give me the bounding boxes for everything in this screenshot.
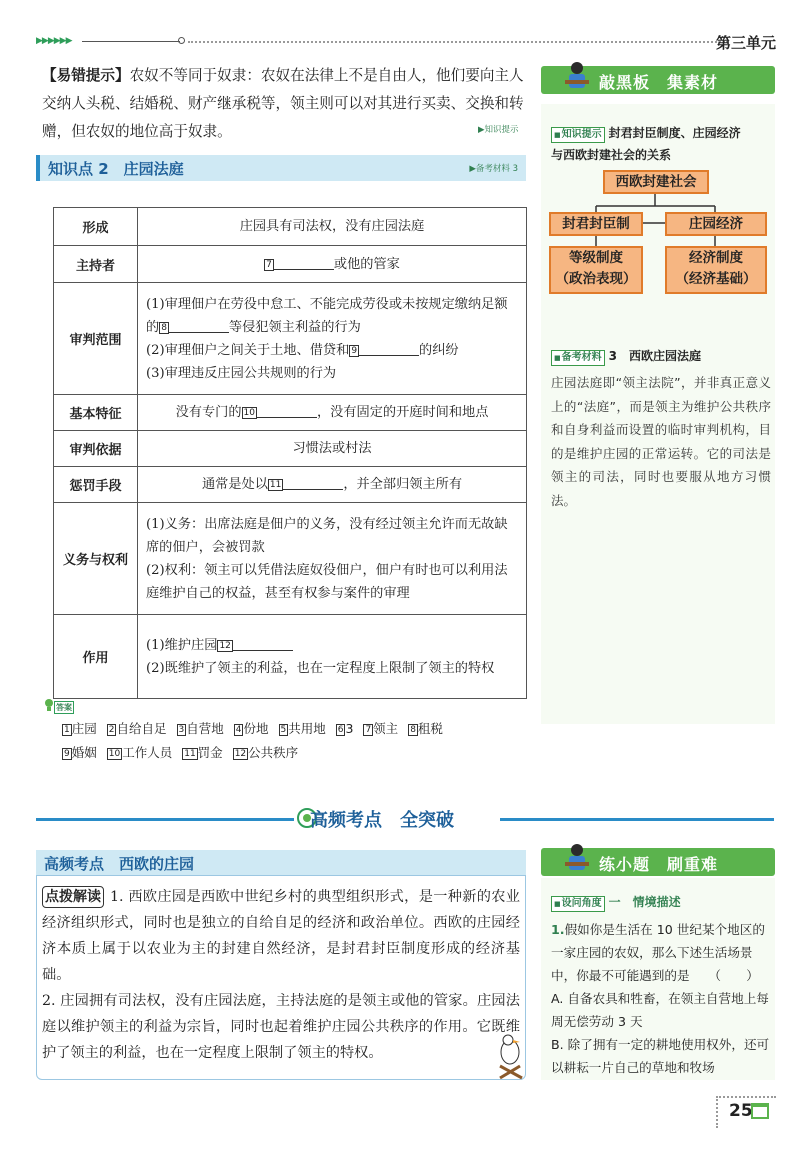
answer-number: 1 — [64, 725, 70, 735]
exam-material-link[interactable]: ▶备考材料 3 — [469, 164, 518, 174]
table-row — [54, 503, 527, 615]
header-dotted-line — [188, 41, 728, 43]
answer-number: 2 — [108, 725, 115, 735]
knowledge-point-title: 知识点 2 庄园法庭 — [48, 160, 184, 178]
interpretation-badge: 点拨解读 — [42, 886, 104, 908]
student-figure-icon — [563, 842, 591, 876]
answer-text: 工作人员 — [122, 745, 173, 760]
feudal-society-box: 西欧封建社会 — [603, 170, 709, 194]
banner-line-right — [500, 818, 774, 821]
answer-number: 10 — [108, 749, 121, 759]
answer-text: 罚金 — [197, 745, 223, 760]
row-head: 义务与权利 — [54, 503, 138, 615]
book-icon — [751, 1103, 769, 1119]
answer-item — [336, 721, 354, 736]
knowledge-tip: ■ 知识提示 封君封臣制度、庄园经济 与西欧封建社会的关系 — [551, 122, 773, 166]
answer-number: 8 — [410, 725, 416, 735]
row-content: (1)义务：出席法庭是佃户的义务，没有经过领主允许而无故缺席的佃户，会被罚款 (2)权利：领主可以凭借法庭奴役佃户，佃户有时也可以利用法庭维护自己的权益，甚至有权参与案件的审理 — [138, 503, 527, 615]
high-freq-bar — [36, 850, 526, 875]
answer-item — [62, 745, 97, 760]
answers-label: 答案 — [56, 703, 72, 712]
knowledge-tip-link[interactable]: ▶知识提示 — [478, 125, 519, 135]
material-heading: ■ 备考材料 3 西欧庄园法庭 — [551, 347, 701, 366]
row-content: 没有专门的 10 ，没有固定的开庭时间和地点 — [138, 395, 527, 431]
practice-bar — [541, 848, 775, 876]
row-content: 庄园具有司法权，没有庄园法庭 — [138, 208, 527, 246]
answer-text: 共用地 — [288, 721, 326, 736]
answer-text: 婚姻 — [71, 745, 97, 760]
answer-item — [279, 721, 326, 736]
error-tip-text: 农奴不等同于奴隶：农奴在法律上不是自由人，他们要向主人交纳人头税、结婚税、财产继承税等，领主则可以对其进行买卖、交换和转赠，但农奴的地位高于奴隶。 — [42, 67, 524, 140]
error-tip — [42, 62, 530, 146]
row-head: 审判范围 — [54, 283, 138, 395]
high-freq-text: 点拨解读 1. 西欧庄园是西欧中世纪乡村的典型组织形式，是一种新的农业经济组织形式，同时也是独立的自给自足的经济和政治单位。西欧的庄园经济本质上属于以农业为主的封建自然经济，是封君封臣制度形成的经济基础。 2. 庄园拥有司法权，没有庄园法庭，主持法庭的是领主或他的管家。庄园法庭以维护领主的利益为宗旨，同时也起着维护庄园公共秩序的作用。它既维护了领主的利益，也在一定程度上限制了领主的特权。 — [42, 884, 520, 1066]
row-content: (1)审理佃户在劳役中怠工、不能完成劳役或未按规定缴纳足额的 8 等侵犯领主利益的行为 (2)审理佃户之间关于土地、借贷和 9 的纠纷 (3)审理违反庄园公共规则的行为 — [138, 283, 527, 395]
court-table — [53, 207, 527, 699]
blank-number: 8 — [161, 322, 167, 333]
row-head: 基本特征 — [54, 395, 138, 431]
table-row — [54, 283, 527, 395]
answer-text: 庄园 — [71, 721, 97, 736]
answer-item — [363, 721, 398, 736]
fill-blank[interactable] — [274, 256, 334, 270]
knowledge-tip-tag: ■ 知识提示 — [551, 127, 605, 143]
blank-number: 11 — [269, 480, 282, 490]
relationship-diagram — [541, 170, 775, 300]
answers-list — [62, 717, 522, 765]
table-row — [54, 395, 527, 431]
practice-title: 练小题 刷重难 — [599, 855, 719, 874]
answer-number: 5 — [280, 725, 287, 735]
answer-number: 3 — [178, 725, 185, 735]
fill-blank[interactable] — [257, 404, 317, 418]
row-head: 惩罚手段 — [54, 467, 138, 503]
answer-item — [62, 721, 97, 736]
angle-tag: ■ 设问角度 — [551, 896, 605, 912]
fill-blank[interactable] — [233, 637, 293, 651]
lightbulb-icon — [44, 698, 54, 712]
question-1: 1.假如你是生活在 10 世纪某个地区的一家庄园的农奴，那么下述生活场景中，你最不可能遇到的是 （ ） A. 自备农具和牲畜，在领主自营地上每周无偿劳动 3 天 B. 除了拥有一定的耕地使用权外，还可以耕耘一片自己的草地和牧场 — [551, 922, 770, 1075]
option-b[interactable]: B. 除了拥有一定的耕地使用权外，还可以耕耘一片自己的草地和牧场 — [551, 1037, 770, 1075]
answer-item — [177, 721, 224, 736]
answer-text: 领主 — [373, 721, 399, 736]
answer-number: 9 — [64, 749, 70, 759]
row-head: 作用 — [54, 615, 138, 699]
blank-number: 9 — [351, 345, 358, 356]
answer-number: 4 — [235, 725, 242, 735]
banner-line-left — [36, 818, 294, 821]
header-line — [82, 41, 180, 42]
answer-text: 3 — [345, 721, 354, 736]
table-row — [54, 431, 527, 467]
answer-number: 6 — [337, 725, 344, 735]
row-head: 形成 — [54, 208, 138, 246]
student-figure-icon — [563, 60, 591, 94]
fill-blank[interactable] — [169, 319, 229, 333]
answer-item — [107, 721, 167, 736]
table-row — [54, 467, 527, 503]
answer-item — [408, 721, 443, 736]
answer-text: 自营地 — [186, 721, 224, 736]
high-freq-title: 高频考点 西欧的庄园 — [44, 855, 195, 873]
answer-text: 租税 — [417, 721, 443, 736]
knowledge-point-bar — [36, 155, 526, 181]
fill-blank[interactable] — [283, 476, 343, 490]
row-content: 通常是处以 11 ，并全部归领主所有 — [138, 467, 527, 503]
blank-number: 12 — [219, 640, 231, 651]
material-tag: ■ 备考材料 — [551, 350, 605, 366]
chalkboard-bar — [541, 66, 775, 94]
error-tip-label: 【易错提示】 — [42, 67, 130, 84]
answer-item — [107, 745, 172, 760]
page-number: 25 — [729, 1101, 753, 1121]
unit-title: 第三单元 — [715, 34, 776, 52]
answer-number: 7 — [365, 725, 372, 735]
table-row — [54, 615, 527, 699]
circle-icon — [178, 37, 185, 44]
economic-system-box: 经济制度 （经济基础） — [665, 246, 767, 294]
answer-item — [182, 745, 222, 760]
blank-number: 10 — [243, 408, 255, 418]
answer-text: 公共秩序 — [248, 745, 299, 760]
banner-title: 高频考点 全突破 — [310, 810, 454, 831]
hierarchy-box: 等级制度 （政治表现） — [549, 246, 643, 294]
blank-number: 7 — [266, 259, 272, 270]
manor-economy-box: 庄园经济 — [665, 212, 767, 236]
answer-text: 份地 — [243, 721, 269, 736]
answer-item — [234, 721, 269, 736]
answer-text: 自给自足 — [116, 721, 167, 736]
answer-number: 11 — [184, 749, 196, 759]
chalkboard-title: 敲黑板 集素材 — [599, 73, 719, 92]
page-header — [36, 30, 776, 56]
bird-cartoon-icon — [490, 1030, 530, 1080]
question-angle: ■ 设问角度 一 情境描述 — [551, 893, 681, 912]
table-row — [54, 246, 527, 283]
answer-number: 12 — [234, 749, 247, 759]
row-head: 审判依据 — [54, 431, 138, 467]
arrow-decoration-icon: ▶▶▶▶▶▶ — [36, 36, 72, 46]
fill-blank[interactable] — [359, 342, 419, 356]
material-text: 庄园法庭即“领主法院”，并非真正意义上的“法庭”，而是领主为维护公共秩序和自身利益而设置的临时审判机构，目的是维护庄园的正常运转。它的司法是领主的司法，同时也要服从地方习惯法。 — [551, 375, 771, 508]
row-content: 7 或他的管家 — [138, 246, 527, 283]
row-content: 习惯法或村法 — [138, 431, 527, 467]
row-content: (1)维护庄园 12 (2)既维护了领主的利益，也在一定程度上限制了领主的特权 — [138, 615, 527, 699]
option-a[interactable]: A. 自备农具和牲畜，在领主自营地上每周无偿劳动 3 天 — [551, 991, 769, 1029]
row-head: 主持者 — [54, 246, 138, 283]
table-row — [54, 208, 527, 246]
lord-vassal-box: 封君封臣制 — [549, 212, 643, 236]
answer-item — [233, 745, 298, 760]
